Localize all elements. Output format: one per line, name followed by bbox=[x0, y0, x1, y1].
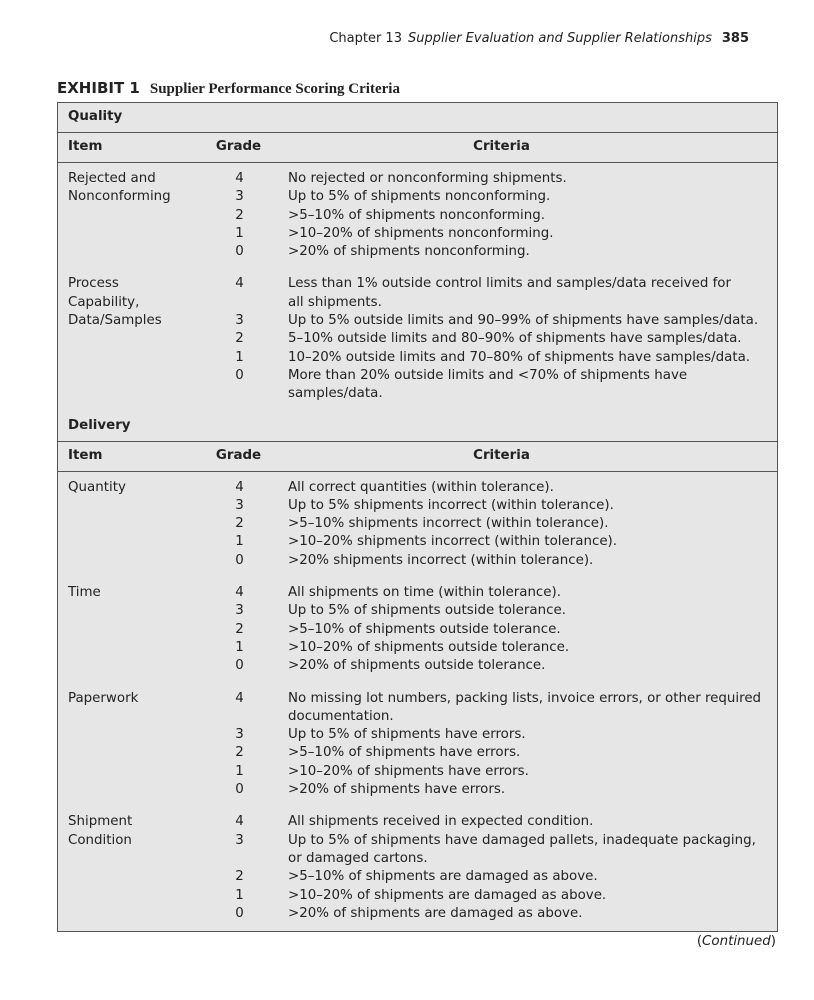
criteria-text: >5–10% of shipments outside tolerance. bbox=[288, 621, 561, 637]
criteria-item bbox=[58, 584, 777, 675]
grade-value: 4 bbox=[235, 585, 244, 601]
criteria-text: Up to 5% of shipments nonconforming. bbox=[288, 189, 551, 205]
grade-value: 3 bbox=[235, 313, 244, 329]
criteria-text: >10–20% of shipments nonconforming. bbox=[288, 225, 554, 241]
column-header-grade: Grade bbox=[215, 139, 262, 155]
criteria-text: >10–20% of shipments are damaged as above. bbox=[288, 887, 607, 903]
grade-value: 2 bbox=[235, 516, 244, 532]
grade-value: 1 bbox=[235, 225, 244, 241]
grade-value: 2 bbox=[235, 621, 244, 637]
criteria-text: Up to 5% of shipments have damaged pallets, inadequate packaging, or damaged cartons. bbox=[288, 832, 756, 866]
exhibit-caption bbox=[57, 79, 400, 98]
item-name: Paperwork bbox=[68, 690, 139, 706]
grade-value: 3 bbox=[235, 832, 244, 848]
criteria-item bbox=[58, 479, 777, 570]
section-title: Quality bbox=[58, 103, 777, 133]
section-body bbox=[58, 163, 777, 412]
grade-value: 4 bbox=[235, 276, 244, 292]
column-header-row bbox=[58, 133, 777, 163]
criteria-text: >5–10% shipments incorrect (within tolerance). bbox=[288, 516, 609, 532]
criteria-text: >10–20% shipments incorrect (within tolerance). bbox=[288, 534, 618, 550]
chapter-label: Chapter 13 bbox=[329, 31, 402, 46]
criteria-text: All correct quantities (within tolerance). bbox=[288, 479, 554, 495]
item-name: Quantity bbox=[68, 479, 126, 495]
section-title: Delivery bbox=[68, 417, 131, 433]
grade-value: 1 bbox=[235, 639, 244, 655]
criteria-item bbox=[58, 275, 777, 403]
grade-value: 4 bbox=[235, 814, 244, 830]
grade-value: 1 bbox=[235, 534, 244, 550]
criteria-text: 10–20% outside limits and 70–80% of shipments have samples/data. bbox=[288, 349, 751, 365]
grade-value: 4 bbox=[235, 171, 244, 186]
exhibit-title: Supplier Performance Scoring Criteria bbox=[149, 81, 400, 97]
page-number: 385 bbox=[721, 31, 749, 46]
criteria-text: >5–10% of shipments have errors. bbox=[288, 745, 521, 761]
item-name: Rejected and Nonconforming bbox=[68, 171, 171, 205]
grade-value: 0 bbox=[235, 782, 244, 798]
criteria-text: >20% shipments incorrect (within tolerance). bbox=[288, 552, 594, 568]
criteria-item bbox=[58, 690, 777, 800]
grade-value: 3 bbox=[235, 727, 244, 743]
grade-value: 3 bbox=[235, 497, 244, 513]
criteria-text: >20% of shipments are damaged as above. bbox=[288, 905, 583, 921]
criteria-text: Less than 1% outside control limits and samples/data received for all shipments. bbox=[288, 276, 731, 310]
grade-value: 0 bbox=[235, 658, 244, 674]
item-name: Shipment Condition bbox=[68, 814, 133, 848]
criteria-text: 5–10% outside limits and 80–90% of shipments have samples/data. bbox=[288, 331, 742, 347]
grade-value: 0 bbox=[235, 367, 244, 383]
criteria-item bbox=[58, 170, 777, 261]
item-name: Process Capability, Data/Samples bbox=[68, 276, 162, 329]
criteria-text: >10–20% of shipments have errors. bbox=[288, 763, 529, 779]
column-header-item: Item bbox=[68, 139, 103, 155]
criteria-text: >5–10% of shipments are damaged as above. bbox=[288, 869, 598, 885]
grade-value: 1 bbox=[235, 349, 244, 365]
criteria-text: All shipments received in expected condition. bbox=[288, 814, 594, 830]
grade-value: 0 bbox=[235, 244, 244, 260]
criteria-text: More than 20% outside limits and <70% of shipments have samples/data. bbox=[288, 367, 688, 402]
criteria-text: >5–10% of shipments nonconforming. bbox=[288, 207, 545, 223]
grade-value: 0 bbox=[235, 905, 244, 921]
criteria-text: Up to 5% of shipments have errors. bbox=[288, 727, 526, 743]
grade-value: 2 bbox=[235, 331, 244, 347]
column-header-grade: Grade bbox=[215, 447, 262, 463]
criteria-text: >10–20% of shipments outside tolerance. bbox=[288, 639, 570, 655]
column-header-item: Item bbox=[68, 447, 103, 463]
column-header-criteria: Criteria bbox=[473, 447, 530, 463]
criteria-text: Up to 5% shipments incorrect (within tolerance). bbox=[288, 497, 614, 513]
grade-value: 1 bbox=[235, 763, 244, 779]
criteria-text: No missing lot numbers, packing lists, invoice errors, or other required documentation. bbox=[288, 690, 762, 724]
grade-value: 3 bbox=[235, 603, 244, 619]
grade-value: 4 bbox=[235, 690, 244, 706]
criteria-text: Up to 5% of shipments outside tolerance. bbox=[288, 603, 566, 619]
exhibit-label: EXHIBIT 1 bbox=[57, 79, 140, 97]
criteria-text: >20% of shipments outside tolerance. bbox=[288, 658, 546, 674]
criteria-item bbox=[58, 813, 777, 923]
chapter-title: Supplier Evaluation and Supplier Relationships bbox=[407, 31, 712, 46]
scoring-table bbox=[57, 102, 778, 932]
column-header-criteria: Criteria bbox=[473, 139, 530, 155]
continued-note: (Continued) bbox=[696, 934, 776, 949]
continued-label: Continued bbox=[702, 934, 771, 949]
grade-value: 2 bbox=[235, 869, 244, 885]
grade-value: 2 bbox=[235, 207, 244, 223]
grade-value: 4 bbox=[235, 479, 244, 495]
grade-value: 2 bbox=[235, 745, 244, 761]
criteria-text: >20% of shipments have errors. bbox=[288, 782, 506, 798]
grade-value: 1 bbox=[235, 887, 244, 903]
grade-value: 3 bbox=[235, 189, 244, 205]
criteria-text: All shipments on time (within tolerance). bbox=[288, 585, 562, 601]
criteria-text: No rejected or nonconforming shipments. bbox=[288, 171, 567, 186]
item-name: Time bbox=[68, 585, 101, 601]
running-head bbox=[329, 31, 749, 46]
criteria-text: Up to 5% outside limits and 90–99% of shipments have samples/data. bbox=[288, 313, 759, 329]
column-header-row bbox=[58, 441, 777, 472]
section-body bbox=[58, 472, 777, 932]
grade-value: 0 bbox=[235, 552, 244, 568]
criteria-text: >20% of shipments nonconforming. bbox=[288, 244, 530, 260]
